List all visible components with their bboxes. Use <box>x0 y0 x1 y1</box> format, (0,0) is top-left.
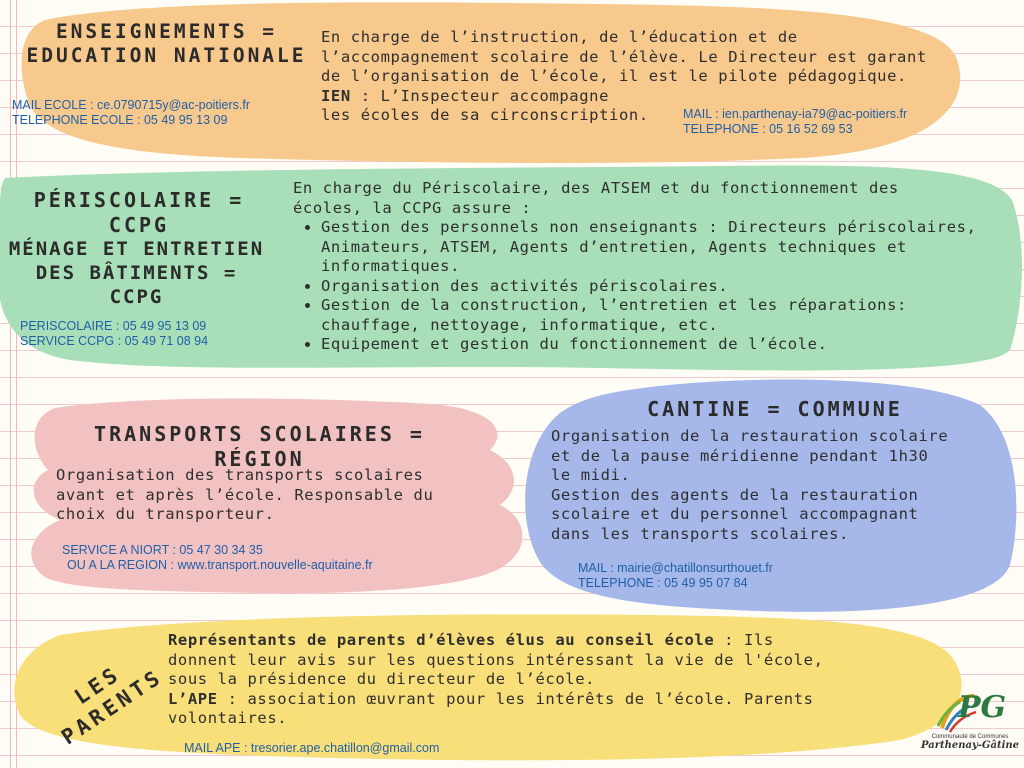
education-text-line: l’accompagnement scolaire de l’élève. Le Directeur est garant <box>321 47 927 66</box>
education-text-line: de l’organisation de l’école, il est le pilote pédagogique. <box>321 67 907 85</box>
parents-text: donnent leur avis sur les questions intéressant la vie de l'école, <box>168 650 824 669</box>
ien-text: les écoles de sa circonscription. <box>321 106 649 124</box>
cantine-contact <box>578 561 773 591</box>
cantine-description <box>551 427 1006 544</box>
cantine-text-line: dans les transports scolaires. <box>551 524 849 543</box>
ien-contact <box>683 107 907 137</box>
parents-line <box>168 690 868 710</box>
parents-text: volontaires. <box>168 709 288 727</box>
parents-text: : association œuvrant pour les intérêts de l’école. Parents <box>217 689 814 708</box>
cantine-title: CANTINE = COMMUNE <box>647 397 903 421</box>
ien-mail: MAIL : ien.parthenay-ia79@ac-poitiers.fr <box>683 107 908 121</box>
cantine-text-line: Organisation de la restauration scolaire <box>551 427 949 445</box>
parents-representatives-label: Représentants de parents d’élèves élus au conseil école <box>168 631 715 649</box>
transports-text-line: Organisation des transports scolaires <box>56 466 424 484</box>
ccpg-logo <box>918 688 1022 766</box>
periscolaire-intro-line: En charge du Périscolaire, des ATSEM et du fonctionnement des <box>293 179 899 197</box>
transports-text-line: avant et après l’école. Responsable du <box>56 485 434 504</box>
school-phone: TELEPHONE ECOLE : 05 49 95 13 09 <box>12 113 228 127</box>
ccpg-phone: SERVICE CCPG : 05 49 71 08 94 <box>20 334 209 348</box>
periscolaire-intro-line: écoles, la CCPG assure : <box>293 198 532 217</box>
school-contact <box>12 98 250 128</box>
ien-label: IEN <box>321 86 351 105</box>
parents-text: sous la présidence du directeur de l’école. <box>168 670 596 688</box>
parents-title: LES PARENTS <box>57 661 168 750</box>
transports-phone: SERVICE A NIORT : 05 47 30 34 35 <box>62 543 263 557</box>
menage-title <box>4 238 269 309</box>
periscolaire-phone: PERISCOLAIRE : 05 49 95 13 09 <box>20 319 207 333</box>
parents-line <box>168 631 868 651</box>
transports-description <box>56 466 496 525</box>
transports-contact <box>62 543 373 573</box>
cantine-text-line: Gestion des agents de la restauration <box>551 485 919 504</box>
menage-title-line1: MÉNAGE ET ENTRETIEN <box>8 238 265 260</box>
cantine-phone: TELEPHONE : 05 49 95 07 84 <box>578 576 748 590</box>
ien-phone: TELEPHONE : 05 16 52 69 53 <box>683 122 853 136</box>
transports-text-line: choix du transporteur. <box>56 505 275 523</box>
transports-website: OU A LA REGION : www.transport.nouvelle-aquitaine.fr <box>67 558 373 572</box>
parents-description <box>168 631 868 729</box>
periscolaire-bullets <box>293 218 993 355</box>
education-text-line: En charge de l’instruction, de l’éducation et de <box>321 28 798 46</box>
cantine-text-line: scolaire et du personnel accompagnant <box>551 505 919 523</box>
periscolaire-bullet: • Organisation des activités périscolaires. <box>321 277 993 297</box>
periscolaire-bullet: • Gestion des personnels non enseignants : Directeurs périscolaires, Animateurs, ATSEM, Agents d’entretien, Agents techniques et informatiques. <box>321 218 993 277</box>
education-title <box>24 20 309 69</box>
periscolaire-contact <box>20 319 208 349</box>
school-mail: MAIL ECOLE : ce.0790715y@ac-poitiers.fr <box>12 98 251 112</box>
ccpg-logo-letters: PG <box>958 690 1007 725</box>
menage-title-line2: DES BÂTIMENTS = CCPG <box>35 261 238 308</box>
ape-label: L’APE <box>168 689 218 708</box>
cantine-text-line: le midi. <box>551 466 631 484</box>
ccpg-logo-line2: Parthenay-Gâtine <box>920 740 1020 751</box>
transports-title: TRANSPORTS SCOLAIRES = RÉGION <box>94 422 425 471</box>
ien-line <box>321 87 951 107</box>
parents-text: : Ils <box>714 631 774 649</box>
periscolaire-description <box>293 179 1013 355</box>
periscolaire-bullet: • Equipement et gestion du fonctionnement de l’école. <box>321 335 993 355</box>
cantine-mail: MAIL : mairie@chatillonsurthouet.fr <box>578 561 773 575</box>
ccpg-logo-line1: Communauté de Communes <box>931 734 1009 740</box>
education-title-line1: ENSEIGNEMENTS = <box>55 20 278 43</box>
education-title-line2: EDUCATION NATIONALE <box>26 44 307 68</box>
cantine-text-line: et de la pause méridienne pendant 1h30 <box>551 446 929 465</box>
ien-text: : L’Inspecteur accompagne <box>350 86 610 105</box>
ape-mail: MAIL APE : tresorier.ape.chatillon@gmail.com <box>184 741 440 755</box>
periscolaire-bullet: • Gestion de la construction, l’entretien et les réparations: chauffage, nettoyage, informatique, etc. <box>321 296 993 335</box>
periscolaire-title: PÉRISCOLAIRE = CCPG <box>33 188 245 237</box>
